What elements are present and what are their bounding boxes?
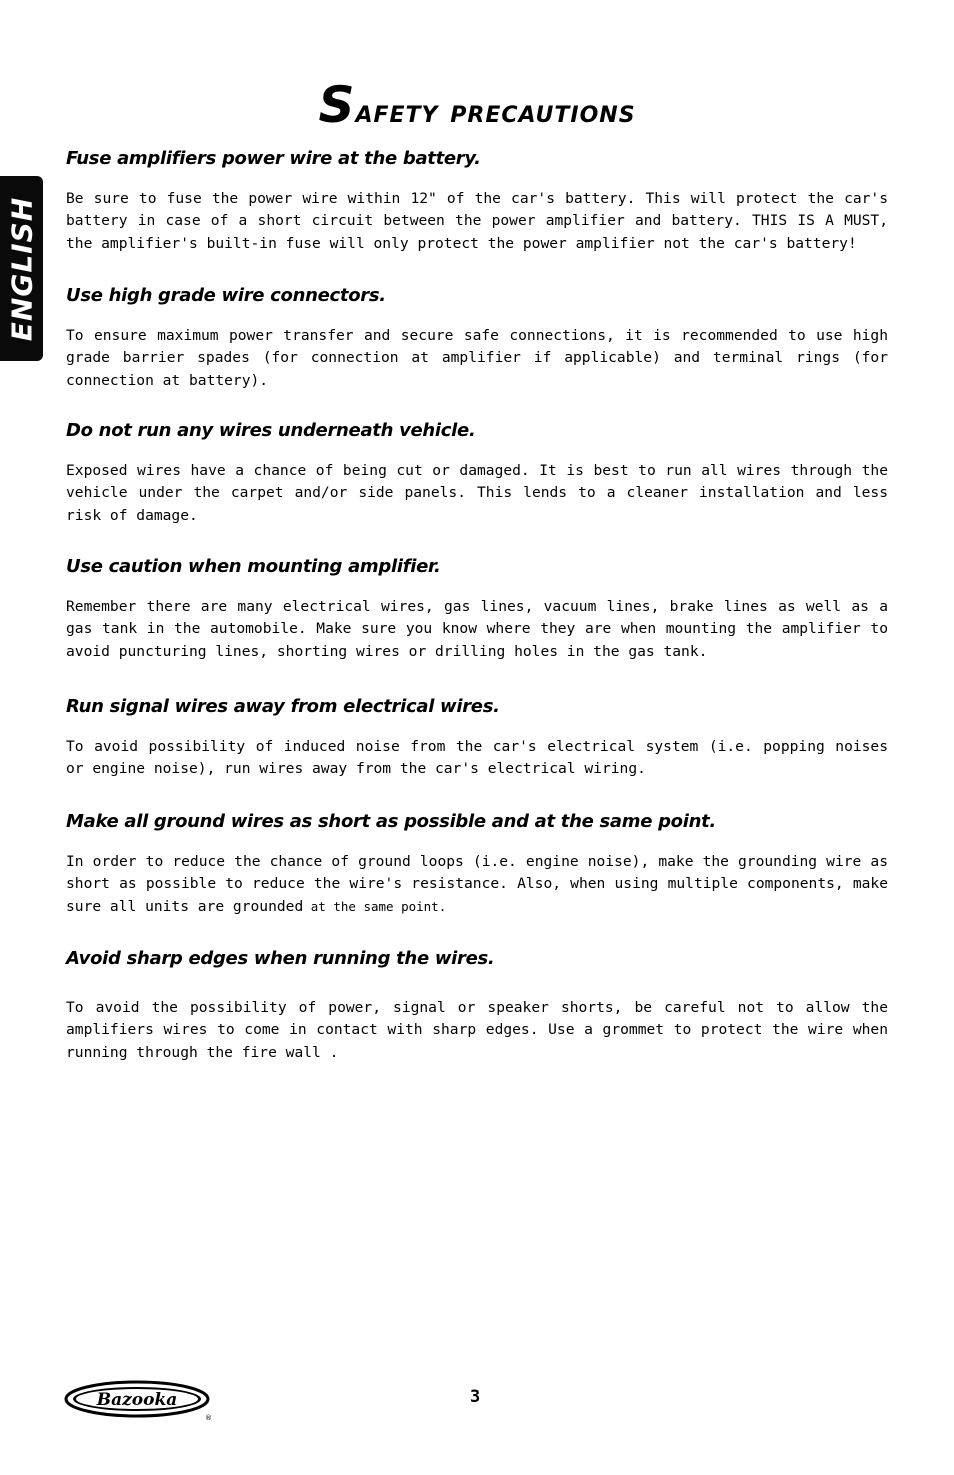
section-connectors bbox=[66, 282, 888, 392]
section-heading: Run signal wires away from electrical wires. bbox=[66, 696, 500, 717]
section-body: To avoid the possibility of power, signal or speaker shorts, be careful not to allow the amplifiers wires to come in contact with sharp edges. Use a grommet to protect the wire when running through the fire wall . bbox=[66, 999, 888, 1061]
section-signal-wires bbox=[66, 693, 888, 781]
section-heading: Avoid sharp edges when running the wires. bbox=[66, 948, 495, 969]
logo-text: Bazooka bbox=[96, 1390, 178, 1410]
section-underneath bbox=[66, 417, 888, 527]
section-fuse bbox=[66, 145, 888, 255]
bazooka-logo bbox=[64, 1380, 216, 1422]
section-heading: Fuse amplifiers power wire at the battery. bbox=[66, 148, 481, 169]
registered-mark: ® bbox=[205, 1414, 212, 1422]
section-heading: Make all ground wires as short as possible and at the same point. bbox=[66, 811, 716, 832]
section-body: Exposed wires have a chance of being cut or damaged. It is best to run all wires through the vehicle under the carpet and/or side panels. This lends to a cleaner installation and less risk of damage. bbox=[66, 462, 888, 524]
section-sharp-edges bbox=[66, 945, 888, 1064]
section-body-wrapper bbox=[66, 851, 888, 918]
section-body: To avoid possibility of induced noise from the car's electrical system (i.e. popping noises or engine noise), run wires away from the car's electrical wiring. bbox=[66, 738, 888, 778]
title-rest: afety precautions bbox=[355, 93, 636, 130]
language-tab bbox=[0, 176, 43, 361]
section-body: In order to reduce the chance of ground loops (i.e. engine noise), make the grounding wire as short as possible to reduce the wire's resistance. Also, when using multiple components, make sure all units are grounded bbox=[66, 853, 888, 915]
page-title bbox=[0, 76, 954, 134]
language-tab-label: ENGLISH bbox=[5, 196, 38, 341]
section-mounting bbox=[66, 553, 888, 663]
section-body: Be sure to fuse the power wire within 12" of the car's battery. This will protect the car's battery in case of a short circuit between the power amplifier and battery. THIS IS A MUST, the amplifier's built-in fuse will only protect the power amplifier not the car's battery! bbox=[66, 190, 888, 252]
section-heading: Use caution when mounting amplifier. bbox=[66, 556, 441, 577]
section-body: Remember there are many electrical wires, gas lines, vacuum lines, brake lines as well as a gas tank in the automobile. Make sure you know where they are when mounting the amplifier to avoid puncturing lines, shorting wires or drilling holes in the gas tank. bbox=[66, 598, 888, 660]
section-heading: Do not run any wires underneath vehicle. bbox=[66, 420, 476, 441]
section-body: To ensure maximum power transfer and secure safe connections, it is recommended to use high grade barrier spades (for connection at amplifier if applicable) and terminal rings (for connection at battery). bbox=[66, 327, 888, 389]
section-body-tail: at the same point. bbox=[303, 898, 447, 914]
section-ground-wires bbox=[66, 808, 888, 918]
page-number: 3 bbox=[470, 1387, 481, 1407]
title-initial: S bbox=[318, 75, 356, 134]
section-heading: Use high grade wire connectors. bbox=[66, 285, 386, 306]
